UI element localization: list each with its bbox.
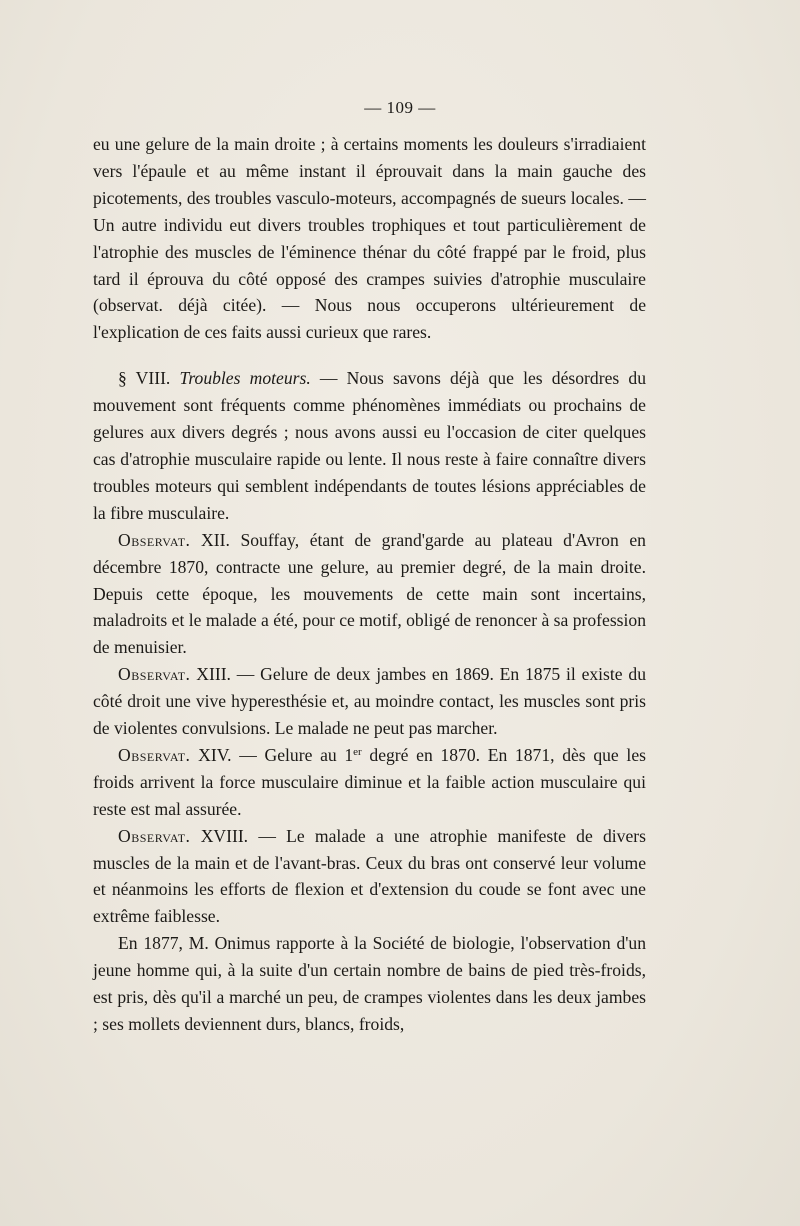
observation-number: XIII.: [196, 664, 231, 685]
section-viii-paragraph: [93, 365, 646, 526]
observation-label: Observat.: [118, 744, 191, 765]
observation-text: — Le malade a une atrophie manifeste de divers muscles de la main et de l'avant-bras. Ceux du bras ont conservé leur volume et néanmoins les efforts de flexion et d'extension du coude se font avec une extrême faiblesse.: [93, 825, 646, 927]
section-title: Troubles moteurs.: [179, 368, 311, 389]
observation-text-end: degré en 1870. En 1871, dès que les froids arrivent la force musculaire diminue et la faible action musculaire qui reste est mal assurée.: [93, 744, 646, 819]
observation-xiii: [93, 661, 646, 742]
observation-text: Souffay, étant de grand'garde au plateau d'Avron en décembre 1870, contracte une gelure, au premier degré, de la main droite. Depuis cette époque, les mouvements de cette main sont incertains, maladroits et le malade a été, pour ce motif, obligé de renoncer à sa profession de menuisier.: [93, 529, 647, 658]
observation-text-start: — Gelure au 1: [239, 744, 354, 765]
observation-number: XII.: [201, 529, 230, 550]
paragraph-intro: eu une gelure de la main droite ; à certains moments les douleurs s'irradiaient vers l'épaule et au même instant il éprouvait dans la main gauche des picotements, des troubles vasculo-moteurs, accompagnés de sueurs locales. — Un autre individu eut divers troubles trophiques et tout particulièrement de l'atrophie des muscles de l'éminence thénar du côté frappé par le froid, plus tard il éprouva du côté opposé des crampes suivies d'atrophie musculaire (observat. déjà citée). — Nous nous occuperons ultérieurement de l'explication de ces faits aussi curieux que rares.: [93, 134, 646, 343]
body-text: [93, 131, 646, 1038]
paragraph-onimus: En 1877, M. Onimus rapporte à la Société de biologie, l'observation d'un jeune homme qui, à la suite d'un certain nombre de bains de pied très-froids, est pris, dès qu'il a marché un peu, de crampes violentes dans les deux jambes ; ses mollets deviennent durs, blancs, froids,: [93, 933, 646, 1034]
observation-text: — Gelure de deux jambes en 1869. En 1875 il existe du côté droit une vive hyperesthésie et, au moindre contact, les muscles sont pris de violentes convulsions. Le malade ne peut pas marcher.: [93, 664, 646, 739]
observation-label: Observat.: [118, 664, 191, 685]
observation-xiv: [93, 742, 646, 823]
observation-xviii: [93, 823, 646, 931]
ordinal-superscript: er: [353, 745, 362, 758]
observation-label: Observat.: [118, 825, 191, 846]
observation-number: XVIII.: [200, 825, 249, 846]
observation-xii: [93, 527, 646, 662]
page-number: — 109 —: [364, 98, 436, 117]
section-number: § VIII.: [118, 368, 171, 389]
section-text: — Nous savons déjà que les désordres du mouvement sont fréquents comme phénomènes immédiats ou prochains de gelures aux divers degrés ; nous avons aussi eu l'occasion de citer quelques cas d'atrophie musculaire rapide ou lente. Il nous reste à faire connaître divers troubles moteurs qui semblent indépendants de toutes lésions appréciables de la fibre musculaire.: [93, 368, 646, 523]
observation-label: Observat.: [118, 529, 191, 550]
observation-number: XIV.: [198, 744, 232, 765]
